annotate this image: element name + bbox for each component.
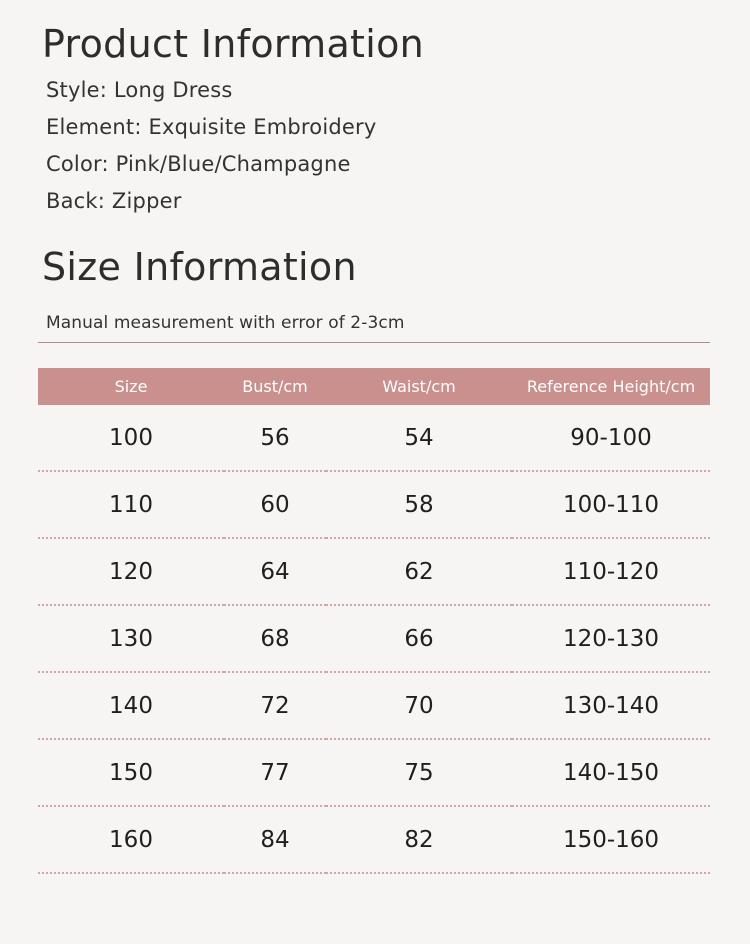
header-waist: Waist/cm — [382, 377, 456, 396]
cell-height: 150-160 — [512, 806, 710, 873]
cell-size: 150 — [38, 739, 224, 806]
table-row — [38, 605, 710, 672]
cell-height: 130-140 — [512, 672, 710, 739]
header-height: Reference Height/cm — [526, 377, 696, 396]
table-row — [38, 471, 710, 538]
info-style: Style: Long Dress — [46, 78, 233, 102]
cell-bust: 77 — [224, 739, 326, 806]
cell-size: 110 — [38, 471, 224, 538]
cell-bust: 68 — [224, 605, 326, 672]
size-info-title: Size Information — [42, 245, 357, 289]
cell-waist: 70 — [326, 672, 512, 739]
note-divider — [38, 342, 710, 343]
table-row — [38, 739, 710, 806]
info-back: Back: Zipper — [46, 189, 182, 213]
cell-height: 140-150 — [512, 739, 710, 806]
cell-bust: 64 — [224, 538, 326, 605]
header-size: Size — [114, 377, 148, 396]
cell-height: 120-130 — [512, 605, 710, 672]
info-color: Color: Pink/Blue/Champagne — [46, 152, 351, 176]
cell-height: 110-120 — [512, 538, 710, 605]
size-table — [38, 368, 710, 874]
cell-bust: 56 — [224, 405, 326, 471]
product-info-title: Product Information — [42, 22, 425, 66]
table-row — [38, 806, 710, 873]
cell-size: 120 — [38, 538, 224, 605]
cell-waist: 58 — [326, 471, 512, 538]
cell-waist: 75 — [326, 739, 512, 806]
header-bust: Bust/cm — [242, 377, 308, 396]
cell-size: 100 — [38, 405, 224, 471]
cell-bust: 60 — [224, 471, 326, 538]
cell-size: 160 — [38, 806, 224, 873]
info-element: Element: Exquisite Embroidery — [46, 115, 377, 139]
measurement-note: Manual measurement with error of 2-3cm — [46, 313, 405, 333]
cell-height: 90-100 — [512, 405, 710, 471]
table-row — [38, 538, 710, 605]
cell-height: 100-110 — [512, 471, 710, 538]
cell-waist: 62 — [326, 538, 512, 605]
cell-size: 140 — [38, 672, 224, 739]
product-info-list — [46, 76, 377, 224]
cell-bust: 72 — [224, 672, 326, 739]
cell-waist: 54 — [326, 405, 512, 471]
table-row — [38, 672, 710, 739]
cell-waist: 82 — [326, 806, 512, 873]
table-row — [38, 405, 710, 471]
table-header-row — [38, 368, 710, 405]
cell-bust: 84 — [224, 806, 326, 873]
cell-size: 130 — [38, 605, 224, 672]
cell-waist: 66 — [326, 605, 512, 672]
